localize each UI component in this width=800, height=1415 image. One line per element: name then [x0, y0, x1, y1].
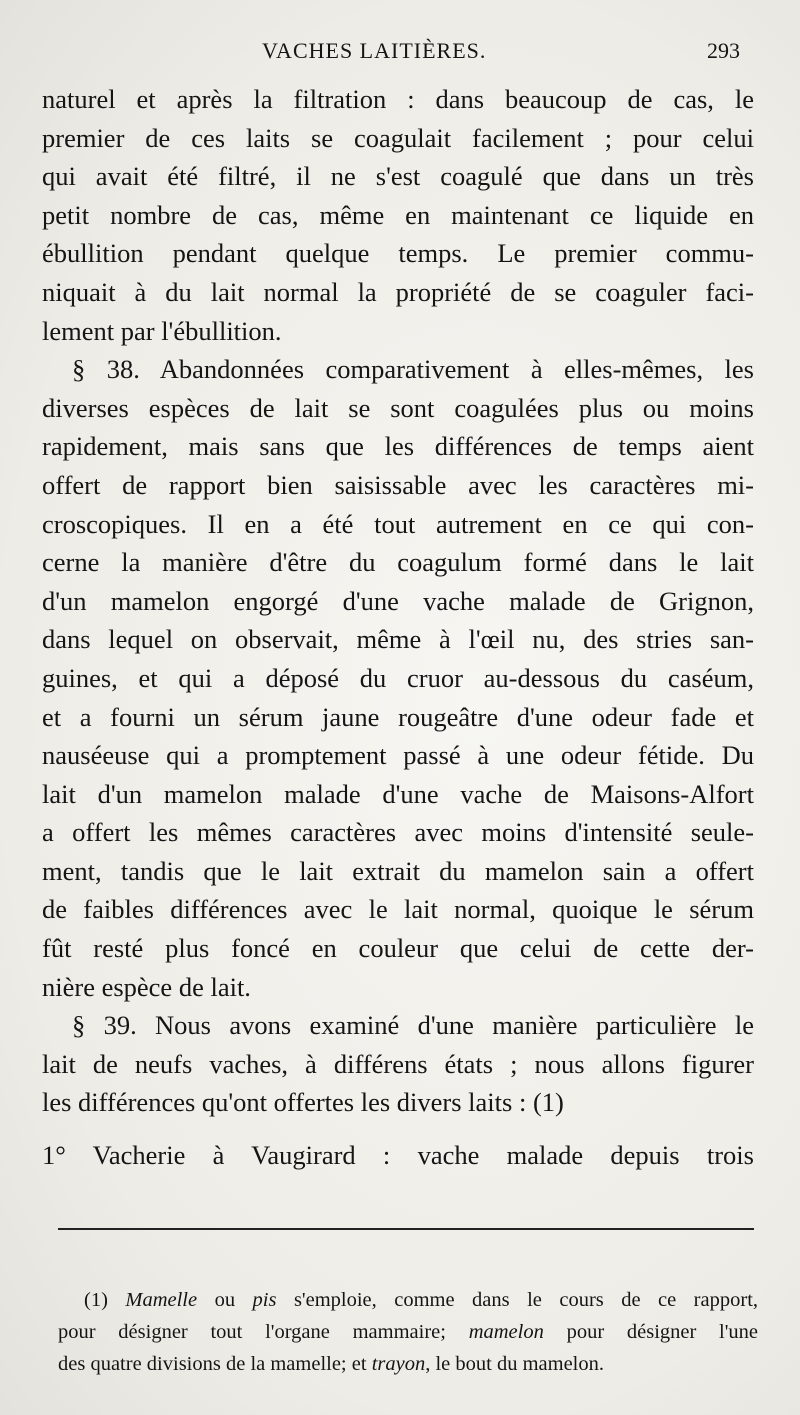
text-line: d'un mamelon engorgé d'une vache malade de Grignon,	[42, 585, 754, 616]
footnote	[58, 1284, 758, 1380]
footnote-marker: (1)	[84, 1289, 108, 1311]
footnote-text: , le bout du mamelon.	[425, 1353, 604, 1375]
text-line: lait de neufs vaches, à différens états ; nous allons figurer	[42, 1048, 754, 1079]
section-39-start: § 39. Nous avons examiné d'une manière particulière le	[72, 1010, 754, 1041]
text-line: lait d'un mamelon malade d'une vache de Maisons-Alfort	[42, 778, 754, 809]
page-number: 293	[707, 38, 740, 63]
footnote-line-1	[58, 1284, 758, 1316]
text-line: cerne la manière d'être du coagulum formé dans le lait	[42, 547, 754, 578]
text-line: ment, tandis que le lait extrait du mamelon sain a offert	[42, 855, 754, 886]
footnote-text: pour désigner tout l'organe mammaire;	[58, 1321, 446, 1343]
text-line: a offert les mêmes caractères avec moins d'intensité seule-	[42, 817, 754, 848]
text-line: rapidement, mais sans que les différences de temps aient	[42, 431, 754, 462]
list-item-vaugirard: 1° Vacherie à Vaugirard : vache malade depuis trois	[42, 1140, 754, 1171]
page-header	[50, 38, 740, 68]
footnote-text: s'emploie, comme dans le cours de ce rapport,	[293, 1289, 758, 1311]
text-line: offert de rapport bien saisissable avec les caractères mi-	[42, 469, 754, 500]
term-pis: pis	[252, 1289, 277, 1311]
footnote-text: des quatre divisions de la mamelle; et	[58, 1353, 367, 1375]
text-line: nauséeuse qui a promptement passé à une odeur fétide. Du	[42, 740, 754, 771]
term-mamelle: Mamelle	[125, 1289, 198, 1311]
footnote-text: pour désigner l'une	[566, 1321, 758, 1343]
text-line: qui avait été filtré, il ne s'est coagulé que dans un très	[42, 161, 754, 192]
text-line: dans lequel on observait, même à l'œil nu, des stries san-	[42, 624, 754, 655]
text-line: premier de ces laits se coagulait facilement ; pour celui	[42, 122, 754, 153]
text-line: nière espèce de lait.	[42, 971, 251, 1002]
term-trayon: trayon	[371, 1353, 426, 1375]
text-line: petit nombre de cas, même en maintenant ce liquide en	[42, 199, 754, 230]
text-line: et a fourni un sérum jaune rougeâtre d'une odeur fade et	[42, 701, 754, 732]
text-line: lement par l'ébullition.	[42, 315, 282, 346]
footnote-line-3	[58, 1348, 758, 1380]
term-mamelon: mamelon	[468, 1321, 544, 1343]
section-38-start: § 38. Abandonnées comparativement à elles-mêmes, les	[72, 354, 754, 385]
text-line: naturel et après la filtration : dans beaucoup de cas, le	[42, 84, 754, 114]
text-line: guines, et qui a déposé du cruor au-dessous du caséum,	[42, 662, 754, 693]
text-line: fût resté plus foncé en couleur que celui de cette der-	[42, 933, 754, 964]
footnote-line-2	[58, 1316, 758, 1348]
text-line: niquait à du lait normal la propriété de se coaguler faci-	[42, 276, 754, 307]
text-line: diverses espèces de lait se sont coagulées plus ou moins	[42, 392, 754, 423]
word-ou: ou	[214, 1289, 236, 1311]
text-line: ébullition pendant quelque temps. Le premier commu-	[42, 238, 754, 269]
text-line: les différences qu'ont offertes les divers laits : (1)	[42, 1087, 564, 1118]
body-text	[42, 80, 754, 1175]
running-head: VACHES LAITIÈRES.	[262, 38, 487, 63]
text-line: croscopiques. Il en a été tout autrement en ce qui con-	[42, 508, 754, 539]
footnote-rule	[58, 1228, 754, 1230]
text-line: de faibles différences avec le lait normal, quoique le sérum	[42, 894, 754, 925]
